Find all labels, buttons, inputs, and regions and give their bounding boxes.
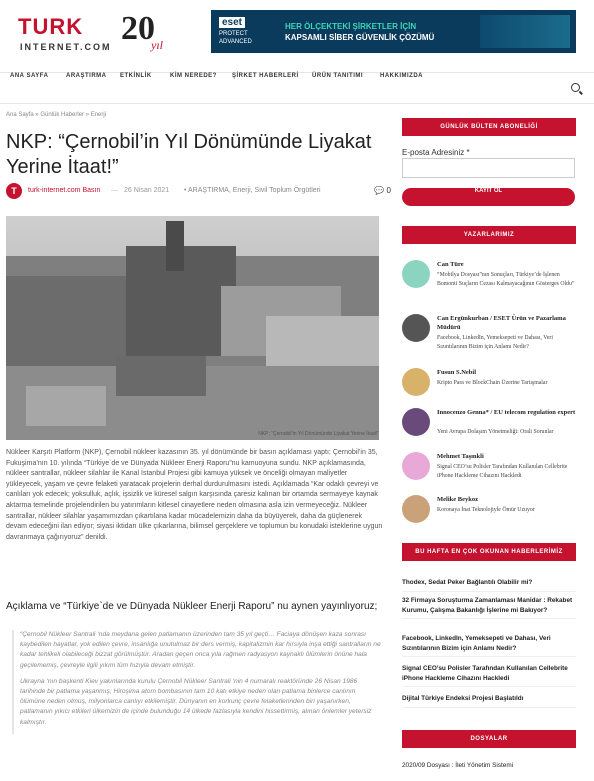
breadcrumb-section[interactable]: Günlük Haberler	[40, 112, 85, 118]
banner-illustration	[480, 15, 570, 48]
files-heading: DOSYALAR	[402, 730, 576, 748]
author-avatar	[402, 452, 430, 480]
nav-ana-sayfa[interactable]: ANA SAYFA	[10, 73, 49, 79]
email-input[interactable]	[402, 158, 575, 178]
article-subhead: Açıklama ve “Türkiye`de ve Dünyada Nükleer Enerji Raporu” nu aynen yayınlıyoruz;	[6, 601, 378, 612]
quote-paragraph-1: “Çernobil Nükleer Santrali ‘nda meydana gelen patlamanın üzerinden tam 35 yıl geçti… Faciaya dönüşen kaza sonrası kaybedilen hayatlar, yok edilen çevre, insanlığa unutulmaz bir ders vermiş, kapitalizmin kar hırsıyla inşa ettiği santralların ne kadar tehlikeli olabileceği bizzat görülmüştür. Aradan geçen onca yıla rağmen radyasyon kaynaklı ölümlerin önüne hala geçilememiş, çevreyle ilgili yıkım tüm hızıyla devam etmiştir.	[20, 631, 381, 669]
author-name[interactable]: Innocenzo Genna* / EU telecom regulation expert	[437, 409, 576, 416]
article-date: 26 Nisan 2021	[124, 187, 170, 194]
nav-arastirma[interactable]: ARAŞTIRMA	[66, 73, 107, 79]
banner-product	[219, 17, 267, 46]
authors-heading: YAZARLARIMIZ	[402, 226, 576, 244]
subscribe-button[interactable]: KAYIT OL	[402, 188, 575, 206]
comments-link[interactable]	[374, 186, 391, 195]
breadcrumb-category[interactable]: Enerji	[90, 112, 107, 118]
author-latest[interactable]: Kripto Para ve BlockChain Üzerine Tartışmalar	[437, 380, 548, 386]
search-icon[interactable]	[571, 83, 580, 92]
author-latest[interactable]: “Mobilya Dosyası”nın Sonuçları, Türkiye’de İşlenen Bomonti Suçların Cezası Kalmayacağının Gösterges Oldu”	[437, 272, 575, 287]
article-body: Nükleer Karşıtı Platform (NKP), Çernobil nükleer kazasının 35. yıl dönümünde bir basın açıklaması yaptı; Çernobil’in 35, Fukuşima’nın 10. yılında “Türkiye`de ve Dünyada Nükleer Enerji Raporu”nu kamuoyuna sundu. NKP açıklamasında, nükleer santrallar, nükleer silahlar ile Kanal İstanbul Projesi gibi kamuya yüksek ve önceliği olmayan maliyetler yükleyecek, yaşam ve çevre felaketi yaratacak projelerin derhal durdurulmasını istedi. Açıklamada “Kar odaklı çevreyi ve canlıları yok edecek; yoksulluk, açlık, işsizlik ve küresel salgın karşısında çaresiz kalınan bir ortamda sermayeye kaynak aktarma temelinde projelendirilen bu yatırımların kitlesel cinayetlere neden olmasına asla izin vermeyeceğiz. Nükleer santrallar, nükleer silahlar yaşamımızdan çıkartılana kadar mücadelemizin daha da büyüyerek, daha da güçlenerek devam edeceğini ilan ediyor; siyasi iktidarı ülke çıkarlarına, bilimsel gerçeklere ve toplumun bu konudaki isteklerine uygun davranmaya çağırıyoruz” denildi.	[6, 449, 383, 541]
article-title: NKP: “Çernobil’in Yıl Dönümünde Liyakat Yerine İtaat!”	[6, 131, 372, 178]
author-avatar	[402, 408, 430, 436]
categories-text: ARAŞTIRMA, Enerji, Sivil Toplum Örgütleri	[188, 187, 321, 194]
comment-count: 0	[386, 186, 391, 195]
author-link[interactable]: turk-internet.com Basın	[28, 187, 101, 194]
logo-yil: yıl	[151, 38, 163, 52]
chernobyl-photo-illustration	[6, 216, 379, 440]
main-nav	[0, 72, 594, 104]
files-item[interactable]: 2020/09 Dosyası : İleti Yönetim Sistemi	[402, 762, 514, 769]
popular-item[interactable]: Signal CEO’su Polisler Tarafından Kullanılan Cellebrite iPhone Hackleme Cihazını Hackledi	[402, 664, 576, 687]
author-name[interactable]: Fusun S.Nebil	[437, 369, 477, 376]
author-avatar	[402, 495, 430, 523]
quote-paragraph-2: Ukrayna ‘nın başkenti Kiev yakınlarında kurulu Çernobil Nükleer Santrali ‘nin 4 numaralı reaktöründe 26 Nisan 1986 tarihinde bir patlama yaşanmış; Hiroşima atom bombasının tam 10 katı etkiye neden olan patlama binlerce canlının ölümüne neden olmuş, milyonlarca canlıyı etkilemiştir. Dünyanın en korkunç çevre felaketlerinden biri yaşanırken, patlamanın yıkıcı etkileri ülkemizin de içinde bulunduğu 14 ülkede fazlasıyla kendini hissettirmiş, alınan önlemler yetersiz kalmıştır.	[20, 677, 372, 726]
nav-urun-tanitimi[interactable]: ÜRÜN TANITIMI	[312, 73, 364, 79]
author-latest[interactable]: Facebook, LinkedIn, Yemeksepeti ve Dahası, Veri Sızıntılarının Bizim için Anlamı Nedir?	[437, 335, 553, 350]
popular-item[interactable]: Dijital Türkiye Endeksi Projesi Başlatıldı	[402, 694, 576, 708]
logo-years: 20	[121, 10, 155, 47]
author-latest[interactable]: Signal CEO’su Polisler Tarafından Kullanılan Cellebrite iPhone Hackleme Cihazını Hackledi	[437, 464, 568, 479]
article-categories[interactable]: • ARAŞTIRMA, Enerji, Sivil Toplum Örgütleri	[184, 187, 321, 194]
breadcrumb-home[interactable]: Ana Sayfa	[6, 112, 34, 118]
article-meta	[6, 183, 391, 199]
banner-text	[285, 21, 434, 43]
popular-item[interactable]: 32 Firmaya Soruşturma Zamanlaması Manidar : Rekabet Kurumu, Çalışma Bakanlığı İşlerine mi Bakıyor?	[402, 596, 576, 619]
popular-item[interactable]: Thodex, Sedat Peker Bağlantılı Olabilir mi?	[402, 578, 576, 592]
banner-line-2: KAPSAMLI SİBER GÜVENLİK ÇÖZÜMÜ	[285, 32, 435, 42]
popular-item[interactable]: Facebook, LinkedIn, Yemeksepeti ve Dahası, Veri Sızıntılarının Bizim için Anlamı Nedir?	[402, 634, 576, 657]
banner-line-1: HER ÖLÇEKTEKİ ŞİRKETLER İÇİN	[285, 21, 417, 31]
author-avatar	[402, 368, 430, 396]
author-avatar	[402, 260, 430, 288]
site-logo[interactable]	[6, 8, 182, 64]
newsletter-heading: GÜNLÜK BÜLTEN ABONELİĞİ	[402, 118, 576, 136]
author-name[interactable]: Mehmet Taşınkli	[437, 453, 484, 460]
author-avatar[interactable]: T	[6, 183, 22, 199]
author-latest[interactable]: Yeni Avrupa Dolaşım Yönetmeliği: Orali Sorunlar	[437, 429, 554, 435]
author-latest[interactable]: Koronaya İnat Teknolojiyle Ömür Uzuyor	[437, 507, 535, 513]
nav-hakkimizda[interactable]: HAKKIMIZDA	[380, 73, 423, 79]
banner-brand: eset	[219, 17, 245, 28]
logo-brand: TURK	[18, 14, 84, 39]
photo-caption: NKP: “Çernobil’in Yıl Dönümünde Liyakat Yerine İtaat!”	[258, 431, 379, 437]
article-photo	[6, 216, 379, 440]
nav-etkinlik[interactable]: ETKİNLİK	[120, 73, 152, 79]
author-avatar	[402, 314, 430, 342]
email-label: E-posta Adresiniz *	[402, 148, 470, 157]
banner-product-l2: ADVANCED	[219, 39, 252, 45]
nav-sirket-haberleri[interactable]: ŞİRKET HABERLERİ	[232, 73, 299, 79]
comment-icon: 💬	[374, 186, 385, 195]
nav-kim-nerede[interactable]: KİM NEREDE?	[170, 73, 217, 79]
author-name[interactable]: Can Ergünkurban / ESET Ürün ve Pazarlama Müdürü	[437, 315, 566, 331]
author-name[interactable]: Can Türe	[437, 261, 464, 268]
logo-sub: INTERNET.COM	[20, 42, 112, 52]
author-name[interactable]: Melike Beykoz	[437, 496, 478, 503]
article-quote	[12, 630, 382, 734]
popular-heading: BU HAFTA EN ÇOK OKUNAN HABERLERİMİZ	[402, 543, 576, 561]
breadcrumb: Ana Sayfa » Günlük Haberler » Enerji	[6, 112, 107, 118]
banner-product-l1: PROTECT	[219, 31, 248, 37]
meta-divider: —	[111, 187, 118, 194]
ad-banner[interactable]	[211, 10, 576, 53]
